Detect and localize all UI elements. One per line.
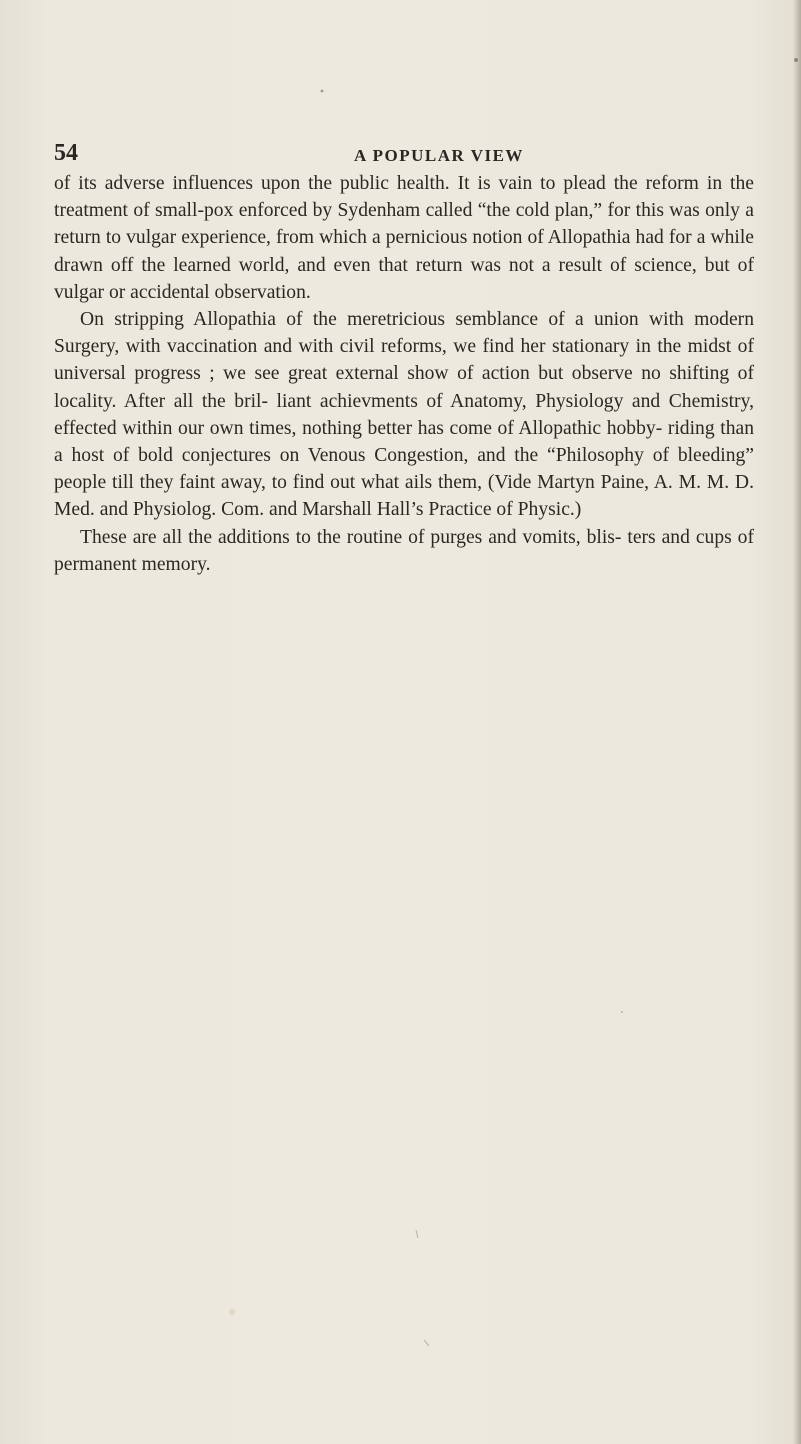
page-edge-shadow <box>793 0 801 1444</box>
body-text <box>54 170 754 578</box>
page-number: 54 <box>54 140 78 166</box>
running-title: A POPULAR VIEW <box>354 146 524 165</box>
paragraph-3: These are all the additions to the routine of purges and vomits, blis- ters and cups of permanent memory. <box>54 526 754 575</box>
paragraph-2: On stripping Allopathia of the meretricious semblance of a union with modern Surgery, with vaccination and with civil reforms, we find her stationary in the midst of universal progress ; we see great external show of action but observe no shifting of locality. After all the bril- liant achievments of Anatomy, Physiology and Chemistry, effected within our own times, nothing better has come of Allopathic hobby- riding than a host of bold conjectures on Venous Congestion, and the “Philosophy of bleeding” people till they faint away, to find out what ails them, (Vide Martyn Paine, A. M. M. D. Med. and Physiolog. Com. and Marshall Hall’s Practice of Physic.) <box>54 309 754 521</box>
page-header <box>54 140 754 170</box>
paragraph-1: of its adverse influences upon the public health. It is vain to plead the reform in the treatment of small-pox enforced by Sydenham called “the cold plan,” for this was only a return to vulgar experience, from which a pernicious notion of Allopathia had for a while drawn off the learned world, and even that return was not a result of science, but of vulgar or accidental observation. <box>54 173 754 303</box>
